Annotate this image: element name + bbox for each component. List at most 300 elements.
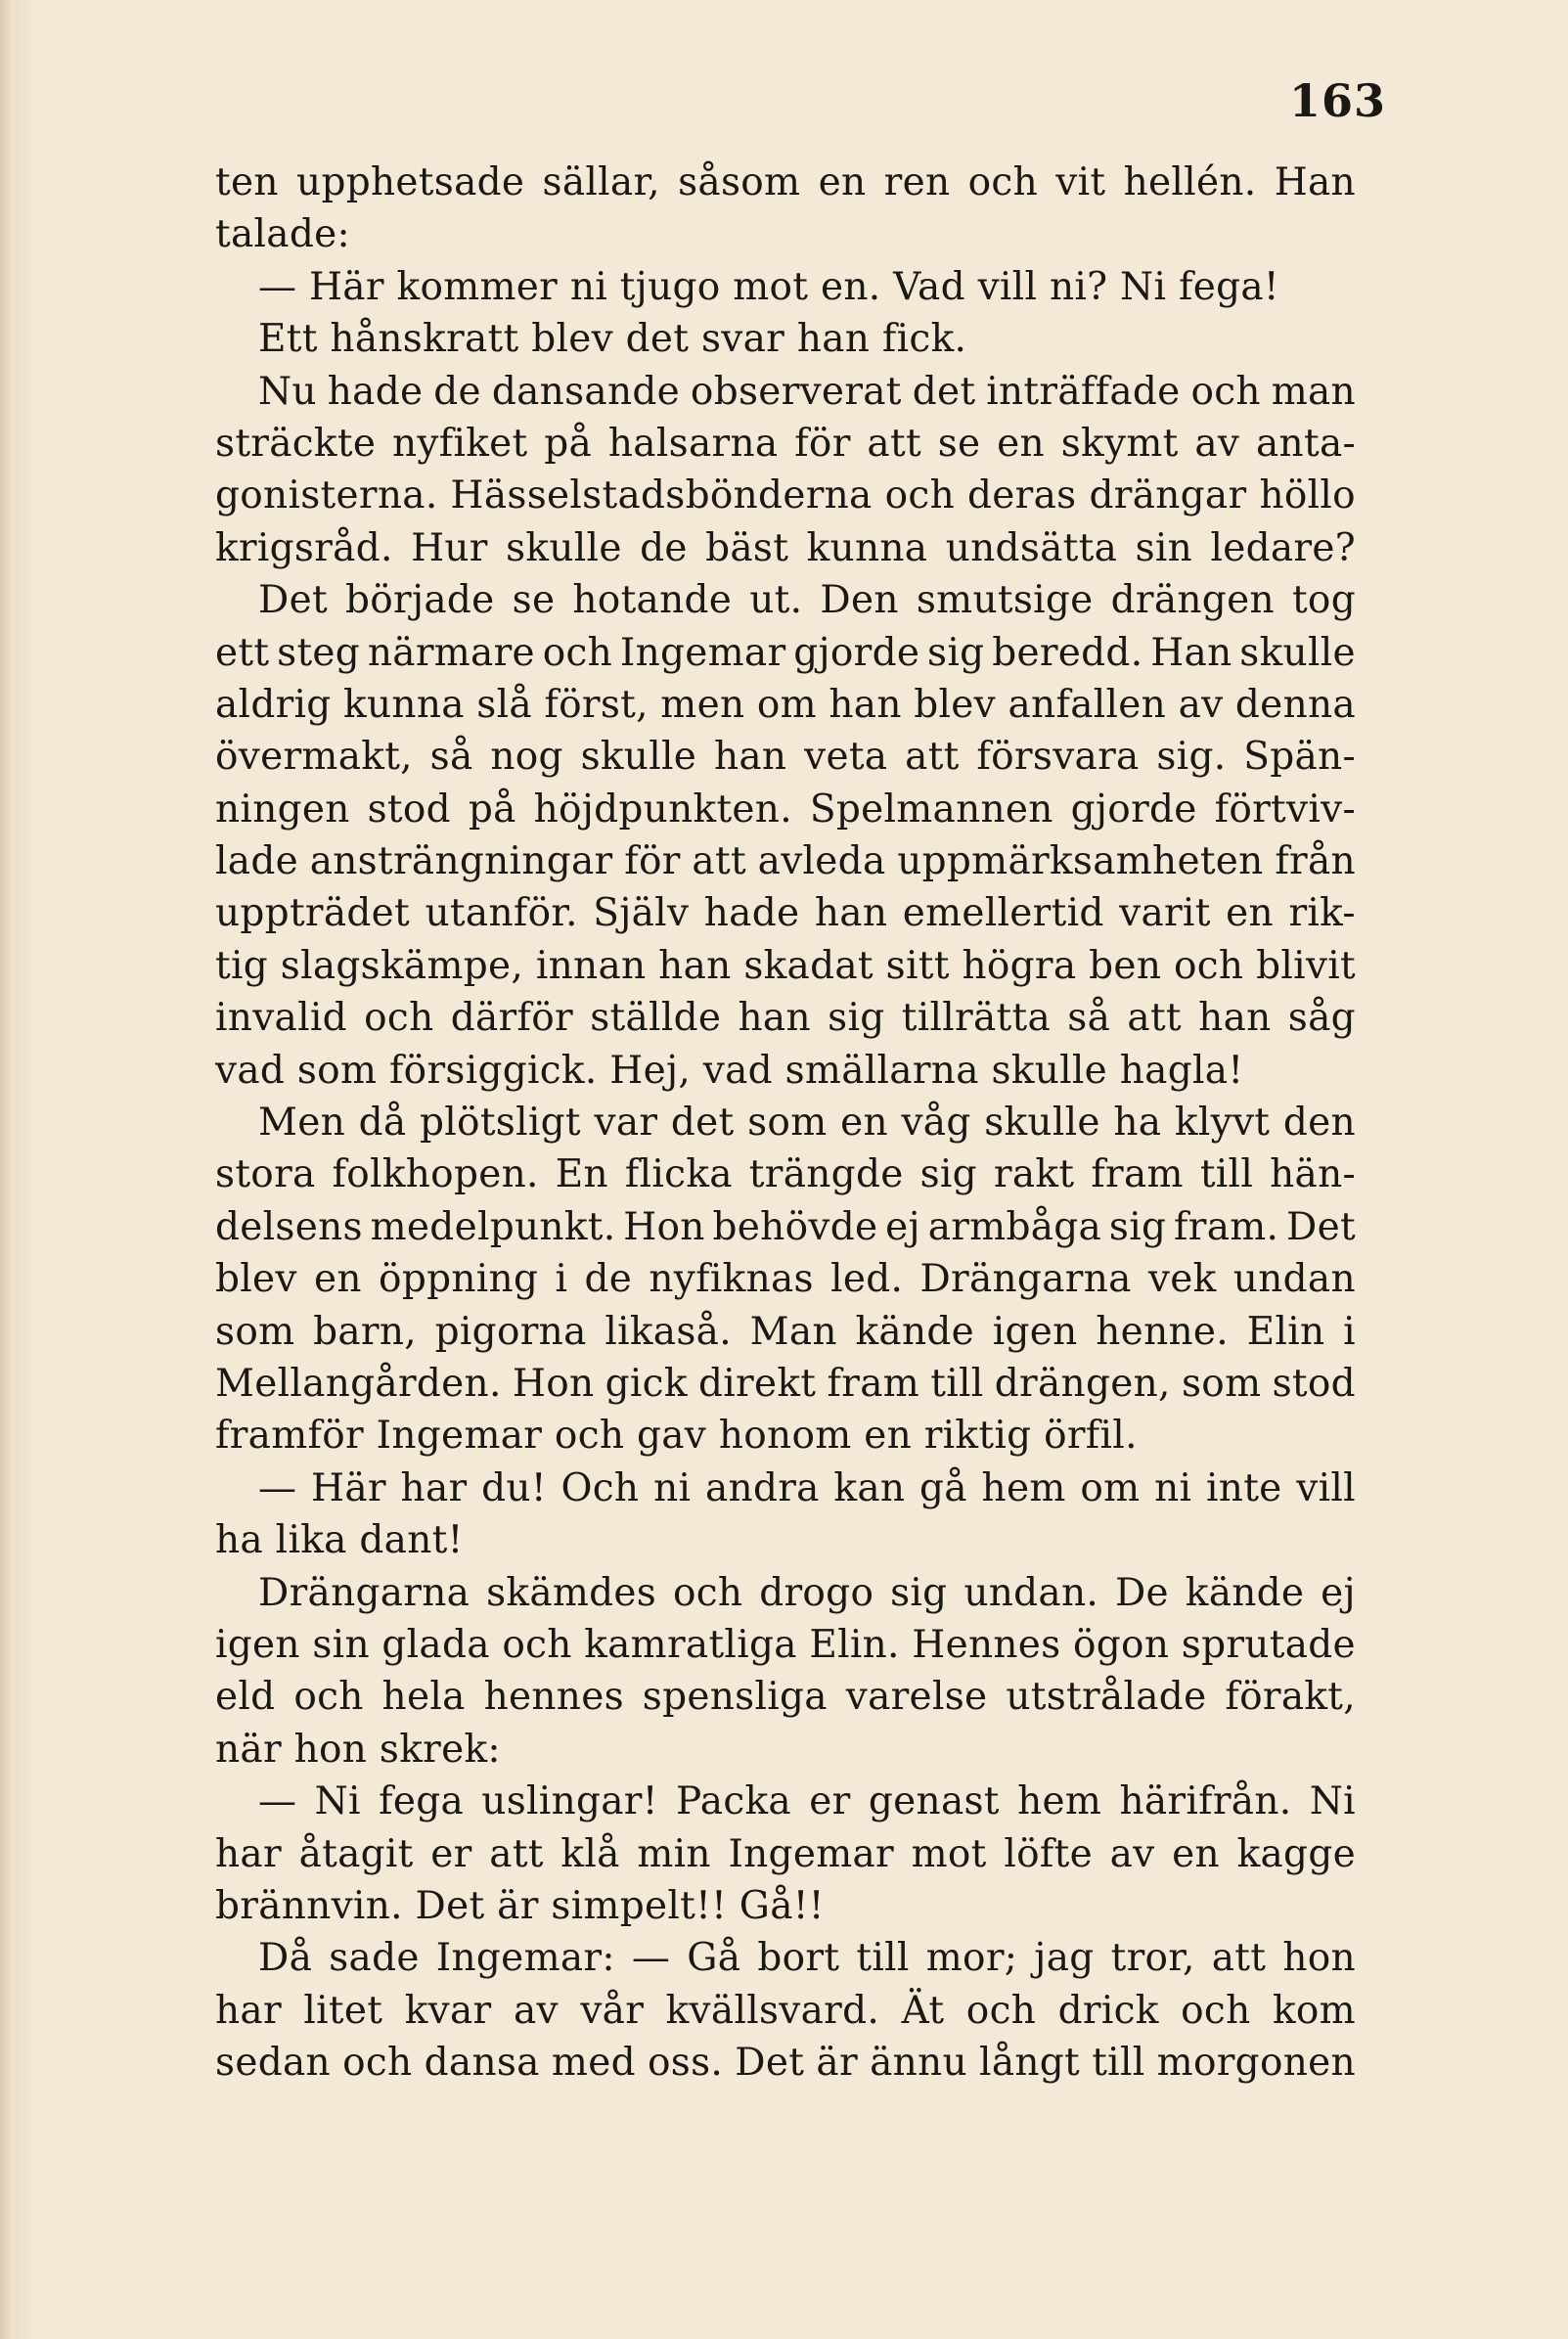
word: när [215,1727,294,1772]
word: var [594,1101,658,1146]
word: har [215,1988,282,2033]
word: — [631,1936,671,1981]
word: Här [309,264,397,309]
word: försiggick. [388,1048,610,1093]
word: och [672,1570,743,1615]
word: Gå [687,1936,741,1981]
word: deras [967,473,1077,518]
word: tjugo [619,264,734,309]
word: sig [1108,1204,1167,1249]
word: Hon [512,1361,595,1406]
word: och [364,996,434,1041]
word: den [1282,1101,1356,1146]
word: en [997,421,1045,466]
word: ren [883,160,951,204]
word: Elin [1246,1309,1325,1354]
word: Ni [1120,264,1179,309]
word: vill [1296,1465,1356,1510]
word: så [1067,996,1111,1041]
word: det [670,1101,735,1146]
word: först, [544,682,649,727]
word: hän- [1270,1152,1356,1197]
word: våg [901,1101,971,1146]
text-line [215,1619,1356,1671]
word: fega [379,1779,465,1824]
word: Gå!! [739,1883,825,1928]
word: långt [979,2041,1081,2086]
word: Ni [314,1779,361,1824]
word: litet [303,1988,383,2033]
word: hem [1017,1779,1102,1824]
word: började [344,578,495,623]
word: är [497,1883,552,1928]
word: sedan [215,2041,331,2086]
word: stod [367,787,451,832]
word: kommer [396,264,570,309]
word: och [554,1414,637,1459]
word: utstrålade [1006,1675,1207,1720]
word: de [640,525,688,570]
word: oss. [648,2041,724,2086]
word: uppmärksamheten [897,839,1264,884]
text-line [215,1724,1356,1776]
word: förakt, [1225,1675,1356,1720]
word: medelpunkt. [370,1204,616,1249]
word: igen [992,1309,1078,1354]
word: mot [733,264,821,309]
word: örfil. [1044,1414,1138,1459]
word: fram [827,1361,920,1406]
text-line [215,208,1356,260]
word: behövde [712,1204,878,1249]
word: hotande [572,578,733,623]
word: du! [481,1465,547,1510]
word: utanför. [425,891,578,936]
text-line [215,1776,1356,1827]
word: honom [718,1414,865,1459]
text-line [215,1932,1356,1984]
word: min [637,1831,711,1876]
word: blev [914,682,997,727]
word: Hur [411,525,488,570]
word: hon [1282,1936,1356,1981]
word: blivit [1256,943,1356,988]
word: Elin. [809,1622,900,1667]
word: innan [535,943,647,988]
text-line [215,1828,1356,1880]
word: sin [312,1622,370,1667]
word: därför [450,996,573,1041]
word: avleda [757,839,886,884]
word: och [542,630,613,675]
word: Ingemar [619,630,786,675]
text-line [215,784,1356,835]
word: Ingemar [376,1414,555,1459]
word: framför [215,1414,377,1459]
word: — [258,1465,297,1510]
word: ni? [1049,264,1121,309]
word: varelse [845,1675,988,1720]
word: talade: [215,212,350,257]
word: vit [1055,160,1106,204]
word: nog [490,735,563,780]
word: steg [277,630,361,675]
word: flicka [624,1152,733,1197]
word: sig [890,1570,948,1615]
word: de [584,1257,633,1302]
text-line [215,627,1356,679]
word: förtviv- [1214,787,1356,832]
text-line [215,1097,1356,1148]
word: lika [275,1518,360,1563]
word: Han [1150,630,1232,675]
word: fram [1091,1152,1184,1197]
text-line [215,731,1356,783]
word: kunna [806,525,928,570]
word: Ingemar [728,1831,894,1876]
text-line [215,366,1356,418]
text-line [215,1462,1356,1514]
word: denna [1234,682,1356,727]
word: Hej, [609,1048,703,1093]
word: och [342,2041,413,2086]
word: Den [820,578,899,623]
word: Det [1286,1204,1356,1249]
word: trängde [748,1152,904,1197]
word: och [884,473,955,518]
word: drängen, [994,1361,1171,1406]
word: att [489,1831,544,1876]
word: inträffade [986,369,1181,414]
text-line [215,1985,1356,2037]
word: skulle [1239,630,1356,675]
word: glada [381,1622,490,1667]
text-line [215,522,1356,574]
word: genast [868,1779,1000,1824]
word: de [433,369,481,414]
word: en [1226,891,1274,936]
word: höjdpunkten. [533,787,792,832]
word: Och [560,1465,640,1510]
word: dansa [424,2041,540,2086]
text-line [215,1410,1356,1462]
word: En [555,1152,608,1197]
word: Drängarna [919,1257,1132,1302]
word: ansträngningar [309,839,613,884]
text-line [215,313,1356,365]
word: slagskämpe, [280,943,524,988]
word: Här [311,1465,386,1510]
text-line [215,1358,1356,1410]
word: hade [703,891,800,936]
word: uppträdet [215,891,411,936]
word: blev [531,317,626,362]
text-line [215,2037,1356,2089]
word: och [967,160,1038,204]
word: De [1114,1570,1169,1615]
word: ej [1321,1570,1356,1615]
word: då [358,1101,407,1146]
word: och [965,1988,1037,2033]
word: simpelt!! [551,1883,739,1928]
word: vår [580,1988,645,2033]
word: kvar [404,1988,492,2033]
text-line [215,992,1356,1044]
word: tog [1291,578,1356,623]
word: och [502,1622,572,1667]
word: det [625,317,701,362]
word: Ni [1309,1779,1356,1824]
word: delsens [215,1204,363,1249]
word: stora [215,1152,316,1197]
word: krigsråd. [215,525,393,570]
text-line [215,1253,1356,1305]
word: armbåga [927,1204,1102,1249]
text-line [215,835,1356,887]
word: han [814,891,888,936]
word: att [692,839,746,884]
word: och [1190,369,1261,414]
word: kvällsvard. [665,1988,880,2033]
word: emellertid [902,891,1104,936]
word: är [816,2041,858,2086]
word: en [840,1101,888,1146]
word: anta- [1256,421,1356,466]
word: i [555,1257,568,1302]
word: ej [885,1204,920,1249]
text-line [215,1306,1356,1358]
word: Men [258,1101,346,1146]
text-line [215,1514,1356,1566]
word: klyvt [1174,1101,1271,1146]
word: drängen [1110,578,1275,623]
word: eld [215,1675,276,1720]
word: Man [749,1309,837,1354]
word: plötsligt [420,1101,581,1146]
word: likaså. [605,1309,732,1354]
text-line [215,1671,1356,1723]
word: på [544,421,593,466]
word: till [856,1936,910,1981]
word: från [1275,839,1356,884]
word: Hässelstadsbönderna [450,473,873,518]
word: med [551,2041,636,2086]
word: stod [1272,1361,1356,1406]
word: skulle [984,1101,1100,1146]
text-line [215,679,1356,731]
word: dant! [359,1518,464,1563]
word: han [713,735,787,780]
word: om [1080,1465,1141,1510]
word: igen [215,1622,300,1667]
word: en [1172,1831,1220,1876]
word: sig [927,630,985,675]
text-line [215,1201,1356,1253]
word: slå [476,682,532,727]
word: dansande [491,369,681,414]
word: vill [977,264,1050,309]
word: svar [700,317,797,362]
word: ännu [870,2041,967,2086]
word: om [756,682,817,727]
word: anfallen [1008,682,1167,727]
word: ett [215,630,270,675]
word: Spän- [1243,735,1356,780]
word: tillrätta [901,996,1052,1041]
text-line [215,157,1356,208]
word: löfte [1004,1831,1093,1876]
word: av [513,1988,559,2033]
word: drängar [1089,473,1247,518]
word: på [468,787,516,832]
word: henne. [1096,1309,1229,1354]
word: Ett [258,317,331,362]
word: sig. [1156,735,1227,780]
page-number: 163 [1289,74,1387,127]
word: Spelmannen [809,787,1053,832]
word: ni [1154,1465,1192,1510]
word: se [937,421,981,466]
word: kan [833,1465,906,1510]
word: inte [1206,1465,1282,1510]
word: öppning [379,1257,539,1302]
word: bort [757,1936,840,1981]
word: hellén. [1123,160,1257,204]
text-line [215,470,1356,521]
word: höllo [1259,473,1356,518]
word: sig [828,996,885,1041]
word: har [400,1465,468,1510]
word: att [1211,1936,1267,1981]
word: veta [804,735,888,780]
word: att [905,735,960,780]
word: — [258,1779,297,1824]
word: hon [293,1727,380,1772]
word: av [1178,682,1224,727]
word: Själv [593,891,690,936]
word: och [1174,943,1244,988]
word: sitt [885,943,950,988]
word: sig [919,1152,977,1197]
word: tror, [1110,1936,1195,1981]
word: Ingemar: [435,1936,615,1981]
text-line [215,940,1356,992]
word: så [429,735,473,780]
word: ni [653,1465,692,1510]
word: direkt [698,1361,817,1406]
text-line [215,1148,1356,1200]
word: Det [735,2041,805,2086]
word: till [930,1361,984,1406]
word: ut. [749,578,803,623]
word: och [293,1675,364,1720]
word: observerat [690,369,902,414]
word: uslingar! [481,1779,658,1824]
word: har [215,1831,282,1876]
word: det [912,369,976,414]
word: jag [1034,1936,1095,1981]
word: mor; [925,1936,1018,1981]
word: Packa [676,1779,791,1824]
word: hagla! [1119,1048,1244,1093]
word: att [1127,996,1182,1041]
word: Drängarna [258,1570,470,1615]
word: kom [1272,1988,1356,2033]
word: såg [1287,996,1356,1041]
word: han [658,943,732,988]
word: undan [1232,1257,1356,1302]
word: åtagit [298,1831,414,1876]
word: — [258,264,309,309]
text-line [215,418,1356,470]
word: Det [415,1883,498,1928]
text-line [215,1045,1356,1097]
word: kunna [343,682,465,727]
word: hade [327,369,424,414]
word: ögon [1073,1622,1170,1667]
word: rakt [993,1152,1075,1197]
word: se [512,578,556,623]
word: högra [962,943,1077,988]
word: skulle [991,1048,1120,1093]
word: drick [1057,1988,1159,2033]
word: blev [215,1257,297,1302]
word: Ät [901,1988,945,2033]
word: ledare? [1210,525,1356,570]
word: klå [560,1831,620,1876]
word: gav [636,1414,719,1459]
word: invalid [215,996,347,1041]
text-line [215,261,1356,313]
word: lade [215,839,298,884]
word: vad [702,1048,785,1093]
word: er [809,1779,851,1824]
word: er [430,1831,472,1876]
word: hennes [483,1675,624,1720]
word: undsätta [945,525,1118,570]
word: riktig [923,1414,1045,1459]
word: pigorna [434,1309,587,1354]
word: skadat [743,943,874,988]
word: ha [1113,1101,1162,1146]
word: skymt [1060,421,1179,466]
word: ben [1089,943,1162,988]
word: kamratliga [584,1622,797,1667]
word: sällar, [542,160,660,204]
word: barn, [313,1309,417,1354]
word: skulle [580,735,697,780]
text-line [215,887,1356,939]
word: som [1181,1361,1262,1406]
word: tig [215,943,269,988]
word: Vad [893,264,978,309]
word: vad [215,1048,297,1093]
word: undan. [963,1570,1099,1615]
word: smällarna [784,1048,992,1093]
word: fram. [1174,1204,1279,1249]
word: en. [820,264,894,309]
word: Mellangården. [215,1361,502,1406]
text-line [215,1567,1356,1619]
word: kände [1185,1570,1305,1615]
word: han [796,317,882,362]
word: kagge [1236,1831,1356,1876]
word: han [738,996,811,1041]
word: en [818,160,867,204]
word: att [867,421,921,466]
word: spensliga [642,1675,828,1720]
word: kände [855,1309,975,1354]
